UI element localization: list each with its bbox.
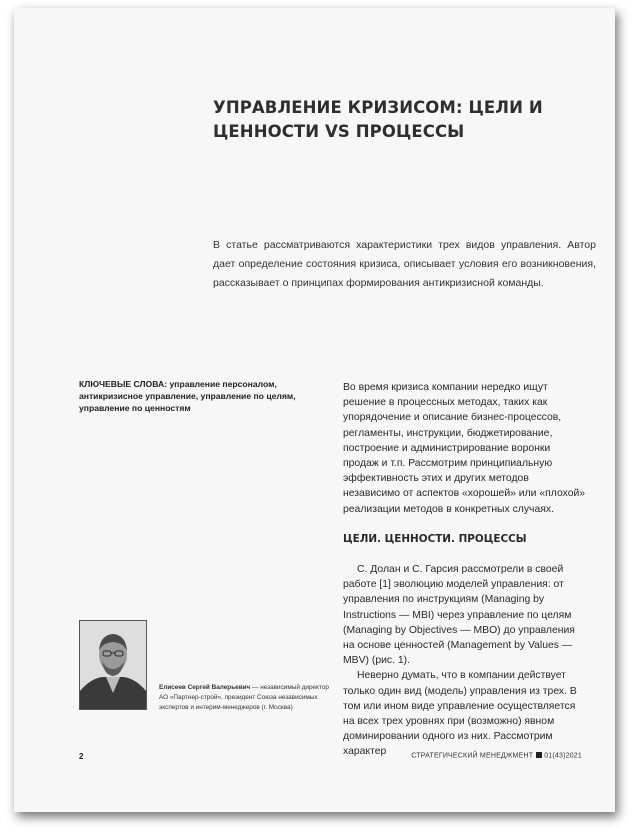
article-title: УПРАВЛЕНИЕ КРИЗИСОМ: ЦЕЛИ И ЦЕННОСТИ VS ПРОЦЕССЫ (213, 98, 543, 141)
author-description: — независимый директор АО «Партнер-строй», президент Союза независимых экспертов и интерим-менеджеров (г. Москва) (159, 684, 329, 711)
keywords-label: КЛЮЧЕВЫЕ СЛОВА: (79, 379, 168, 389)
section-heading: ЦЕЛИ. ЦЕННОСТИ. ПРОЦЕССЫ (343, 533, 527, 545)
square-bullet-icon (536, 752, 542, 758)
keywords-text: управление персоналом, антикризисное управление, управление по целям, управление по ценностям (79, 379, 296, 413)
author-photo (79, 620, 147, 710)
page-number: 2 (79, 752, 84, 761)
intro-paragraph: Во время кризиса компании нередко ищут решение в процессных методах, таких как упорядочение и описание бизнес-процессов, регламенты, инструкции, бюджетирование, построение и администрирование воронки продаж и т.п. Рассмотрим принципиальную эффективность этих и других методов независимо от аспектов «хорошей» или «плохой» реализации методов в конкретных случаях. (343, 382, 586, 515)
body-paragraph-1: С. Долан и С. Гарсия рассмотрели в своей работе [1] эволюцию моделей управления: от управления по инструкциям (Managing by Instructions — MBI) через управление по целям (Managing by Objectives — MBO) до управления на основе ценностей (Management by Values — MBV) (рис. 1). (343, 564, 575, 667)
journal-issue: 01(43)2021 (544, 752, 582, 760)
body-paragraph-2: Неверно думать, что в компании действует только один вид (модель) управления из трех. В том или ином виде управление осуществляется на всех трех уровнях при (возможно) явном доминировании одного из них. Рассмотрим характер (343, 670, 577, 758)
journal-footer (411, 752, 582, 760)
keywords-block (79, 378, 337, 414)
article-abstract: В статье рассматриваются характеристики трех видов управления. Автор дает определение состояния кризиса, описывает условия его возникновения, рассказывает о принципах формирования антикризисной команды. (213, 239, 596, 289)
author-bio (159, 683, 339, 713)
author-name: Елисеев Сергей Валерьевич (159, 684, 251, 691)
journal-name: СТРАТЕГИЧЕСКИЙ МЕНЕДЖМЕНТ (411, 752, 534, 760)
body-column (343, 562, 588, 760)
document-page (14, 8, 615, 812)
author-portrait-icon (80, 621, 146, 709)
intro-column (343, 380, 588, 517)
